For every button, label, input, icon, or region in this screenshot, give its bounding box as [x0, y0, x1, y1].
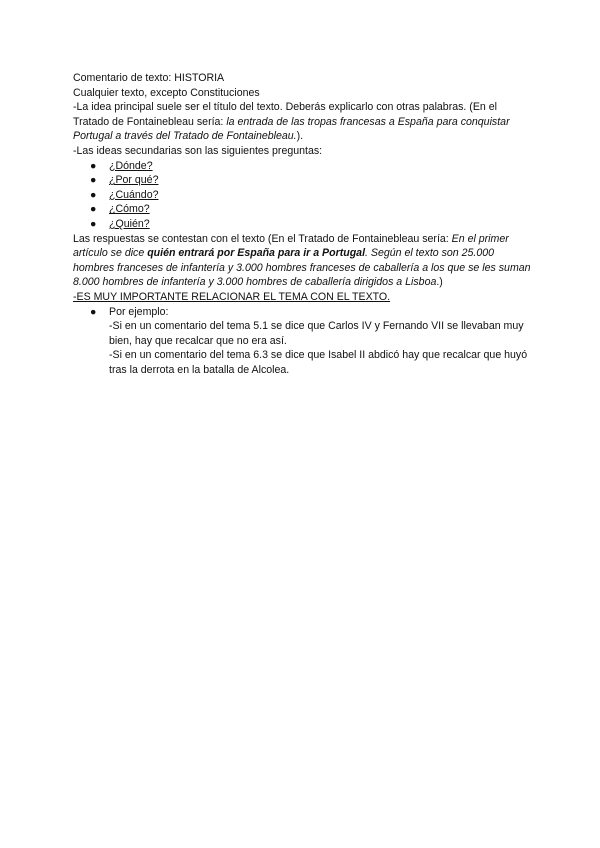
- question-text: ¿Cuándo?: [109, 188, 159, 201]
- document-subtitle: Cualquier texto, excepto Constituciones: [73, 86, 260, 99]
- bullet-icon: ●: [90, 159, 97, 172]
- example-label: Por ejemplo:: [109, 305, 169, 318]
- list-item: [73, 159, 533, 174]
- examples-list: [73, 305, 533, 378]
- example-1: -Si en un comentario del tema 5.1 se dice que Carlos IV y Fernando VII se llevaban muy bien, hay que recalcar que no era así.: [109, 320, 524, 347]
- questions-list: [73, 159, 533, 232]
- main-idea-example: la entrada de las tropas francesas a España para conquistar Portugal a través del Tratado de Fontainebleau.: [73, 115, 510, 143]
- main-idea-intro: -La idea principal suele ser el título del texto. Deberás explicarlo con otras palabras. (En el Tratado de Fontainebleau sería:: [73, 101, 497, 128]
- bullet-icon: ●: [90, 217, 97, 230]
- list-item: [73, 305, 533, 378]
- main-idea-paragraph: [73, 100, 533, 144]
- answers-paragraph: [73, 232, 533, 290]
- question-text: ¿Cómo?: [109, 203, 150, 216]
- important-note: [73, 290, 533, 305]
- question-text: ¿Por qué?: [109, 174, 159, 187]
- answers-bold: quién entrará por España para ir a Portugal: [147, 247, 366, 260]
- bullet-icon: ●: [90, 174, 97, 187]
- question-text: ¿Dónde?: [109, 159, 153, 172]
- example-2: -Si en un comentario del tema 6.3 se dice que Isabel II abdicó hay que recalcar que huyó tras la derrota en la batalla de Alcolea.: [109, 349, 528, 376]
- bullet-icon: ●: [90, 203, 97, 216]
- list-item: [73, 188, 533, 203]
- document-title: Comentario de texto: HISTORIA: [73, 72, 225, 84]
- answers-close: .): [436, 276, 443, 289]
- question-text: ¿Quién?: [109, 217, 150, 230]
- bullet-icon: ●: [90, 305, 97, 318]
- bullet-icon: ●: [90, 188, 97, 201]
- list-item: [73, 173, 533, 188]
- secondary-ideas-intro: -Las ideas secundarias son las siguientes preguntas:: [73, 144, 323, 157]
- main-idea-close: ).: [296, 130, 304, 143]
- answers-intro: Las respuestas se contestan con el texto (En el Tratado de Fontainebleau sería:: [73, 232, 452, 245]
- list-item: [73, 217, 533, 232]
- list-item: [73, 202, 533, 217]
- answers-italic-2: . Según el texto son 25.000 hombres franceses de infantería y 3.000 hombres franceses de caballería a los que se les suman 8.000 hombres de infantería y 3.000 hombres de caballería dirigidos a Lisboa: [73, 247, 531, 289]
- document-body: [73, 71, 533, 377]
- answers-italic-1: En el primer artículo se dice: [73, 232, 509, 260]
- important-note-text: -ES MUY IMPORTANTE RELACIONAR EL TEMA CON EL TEXTO.: [73, 290, 391, 303]
